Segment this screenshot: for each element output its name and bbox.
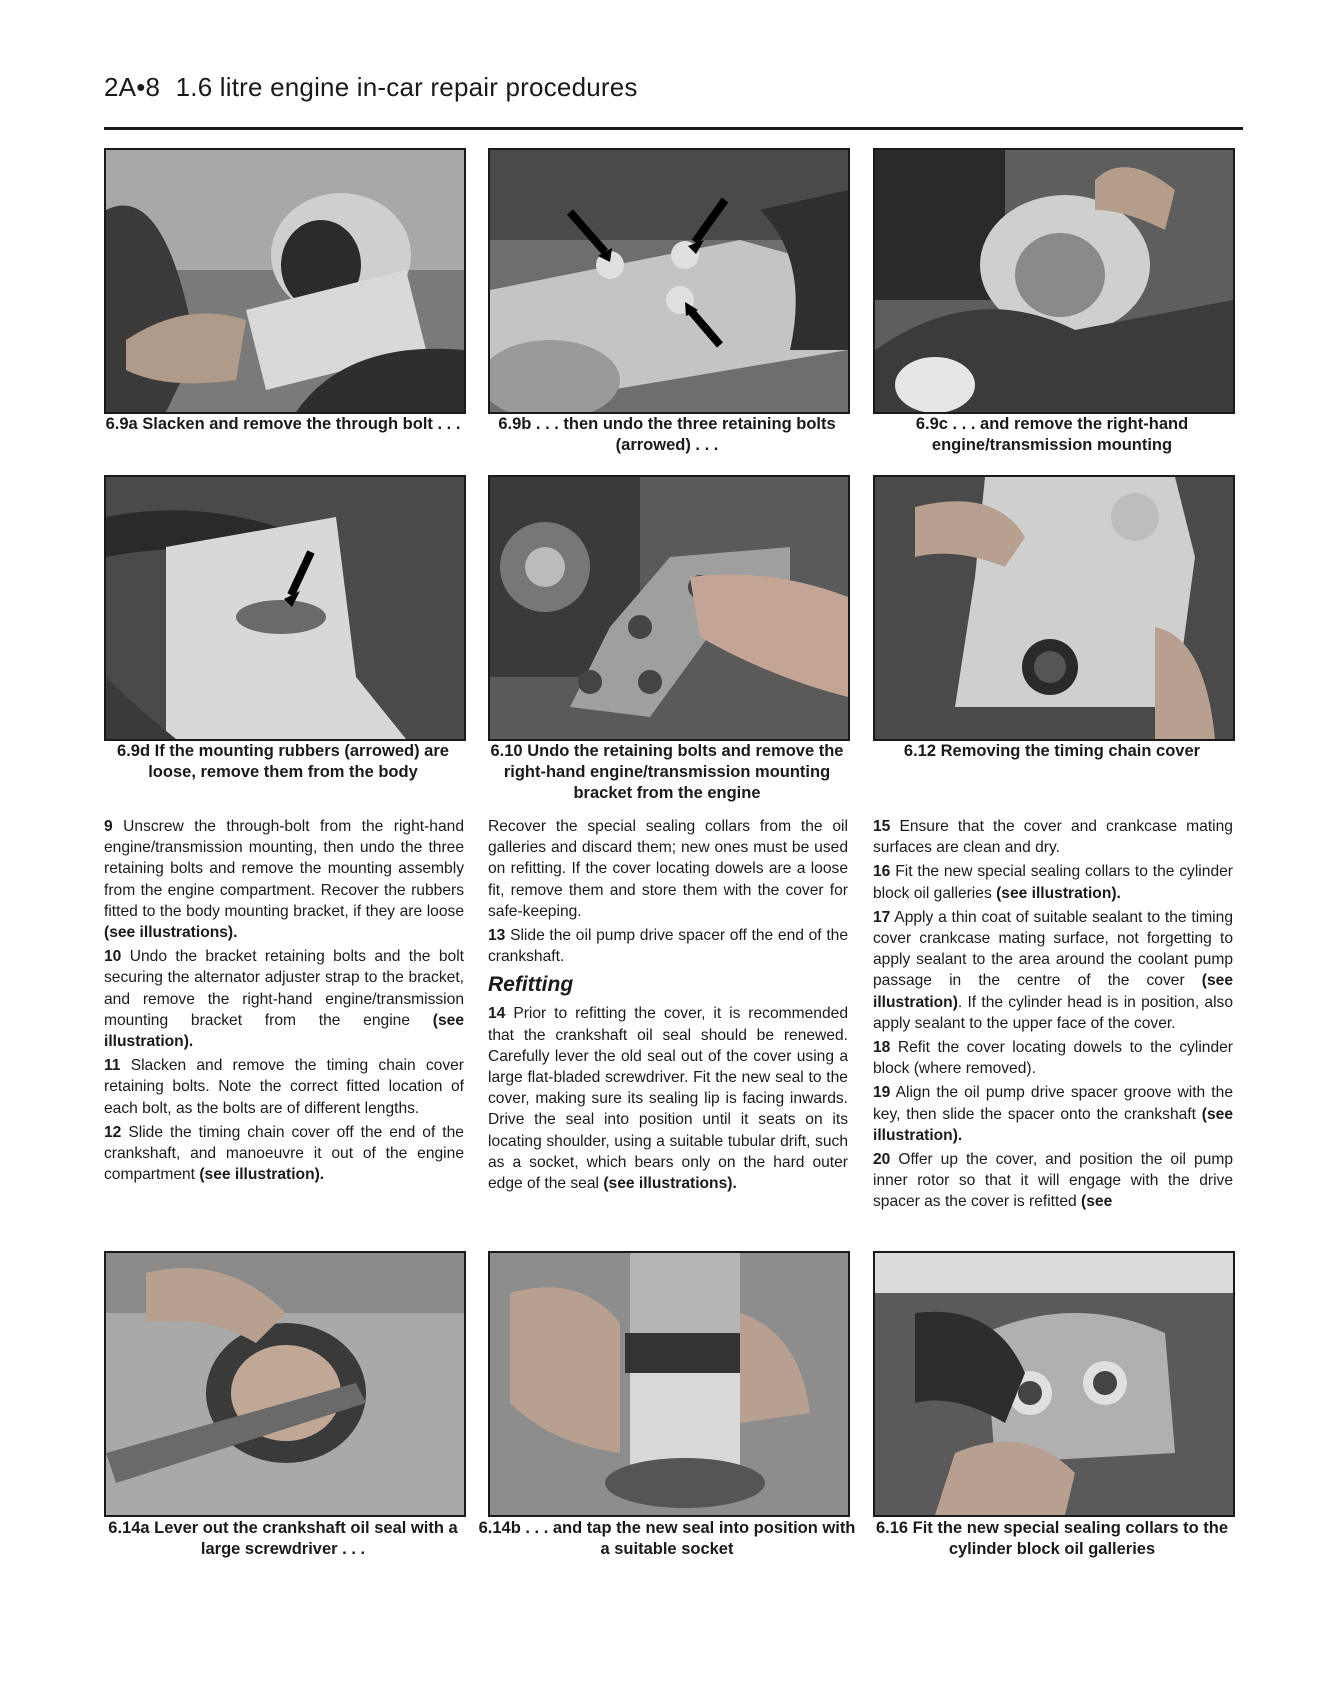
caption-6-14a: 6.14a Lever out the crankshaft oil seal with a large screwdriver . . . (108, 1519, 458, 1558)
paragraph-16: 16 Fit the new special sealing collars to the cylinder block oil galleries (see illustration). (873, 863, 1233, 902)
paragraph-9: 9 Unscrew the through-bolt from the right-hand engine/transmission mounting, then undo the three retaining bolts and remove the mounting assembly from the engine compartment. Recover the rubbers fitted to the body mounting bracket, if they are loose (see illustrations). (104, 818, 464, 942)
refitting-heading: Refitting (488, 973, 574, 997)
text-column-2 (488, 816, 848, 1197)
paragraph-11: 11 Slacken and remove the timing chain cover retaining bolts. Note the correct fitted location of each bolt, as the bolts are of different lengths. (104, 1057, 464, 1117)
page-header (104, 72, 638, 103)
photo-6-9a (104, 148, 466, 414)
paragraph-19: 19 Align the oil pump drive spacer groove with the key, then slide the spacer onto the crankshaft (see illustration). (873, 1084, 1233, 1144)
paragraph-12: 12 Slide the timing chain cover off the end of the crankshaft, and manoeuvre it out of the engine compartment (see illustration). (104, 1123, 464, 1184)
page-code: 2A•8 (104, 72, 161, 102)
photo-6-9d (104, 475, 466, 741)
paragraph-10: 10 Undo the bracket retaining bolts and the bolt securing the alternator adjuster strap to the bracket, and remove the right-hand engine/transmission mounting bracket from the engine (see illustration). (104, 948, 464, 1051)
paragraph-13: 13 Slide the oil pump drive spacer off the end of the crankshaft. (488, 927, 848, 966)
photo-6-16 (873, 1251, 1235, 1517)
paragraph-17: 17 Apply a thin coat of suitable sealant to the timing cover crankcase mating surface, not forgetting to apply sealant to the area around the coolant pump passage in the centre of the cover (see illustration). If the cylinder head is in position, also apply sealant to the upper face of the cover. (873, 908, 1233, 1032)
text-column-3 (873, 816, 1233, 1216)
paragraph-12-cont: Recover the special sealing collars from the oil galleries and discard them; new ones must be used on refitting. If the cover locating dowels are a loose fit, remove them and store them with the cover for safe-keeping. (488, 818, 848, 920)
photo-6-9b (488, 148, 850, 414)
photo-6-9c (873, 148, 1235, 414)
caption-6-9d: 6.9d If the mounting rubbers (arrowed) are loose, remove them from the body (117, 742, 449, 781)
caption-6-9c: 6.9c . . . and remove the right-hand engine/transmission mounting (915, 415, 1189, 454)
text-column-1 (104, 816, 464, 1188)
caption-6-16: 6.16 Fit the new special sealing collars to the cylinder block oil galleries (875, 1519, 1229, 1558)
caption-6-14b: 6.14b . . . and tap the new seal into position with a suitable socket (478, 1519, 856, 1558)
photo-6-10 (488, 475, 850, 741)
paragraph-15: 15 Ensure that the cover and crankcase mating surfaces are clean and dry. (873, 818, 1233, 857)
paragraph-20: 20 Offer up the cover, and position the oil pump inner rotor so that it will engage with the drive spacer as the cover is refitted (see (873, 1151, 1233, 1211)
caption-6-9b: 6.9b . . . then undo the three retaining bolts (arrowed) . . . (498, 415, 836, 454)
caption-6-9a: 6.9a Slacken and remove the through bolt . . . (105, 415, 461, 433)
photo-6-12 (873, 475, 1235, 741)
photo-6-14a (104, 1251, 466, 1517)
photo-6-14b (488, 1251, 850, 1517)
caption-6-12: 6.12 Removing the timing chain cover (903, 742, 1201, 760)
header-rule (104, 127, 1243, 130)
paragraph-18: 18 Refit the cover locating dowels to the cylinder block (where removed). (873, 1039, 1233, 1078)
caption-6-10: 6.10 Undo the retaining bolts and remove the right-hand engine/transmission mounting bracket from the engine (490, 742, 844, 802)
page-title: 1.6 litre engine in-car repair procedures (175, 72, 638, 102)
paragraph-14: 14 Prior to refitting the cover, it is recommended that the crankshaft oil seal should be renewed. Carefully lever the old seal out of the cover using a large flat-bladed screwdriver. Fit the new seal to the cover, making sure its sealing lip is facing inwards. Drive the seal into position until it seats on its locating shoulder, using a suitable tubular drift, such as a socket, which bears only on the hard outer edge of the seal (see illustrations). (488, 1005, 848, 1193)
